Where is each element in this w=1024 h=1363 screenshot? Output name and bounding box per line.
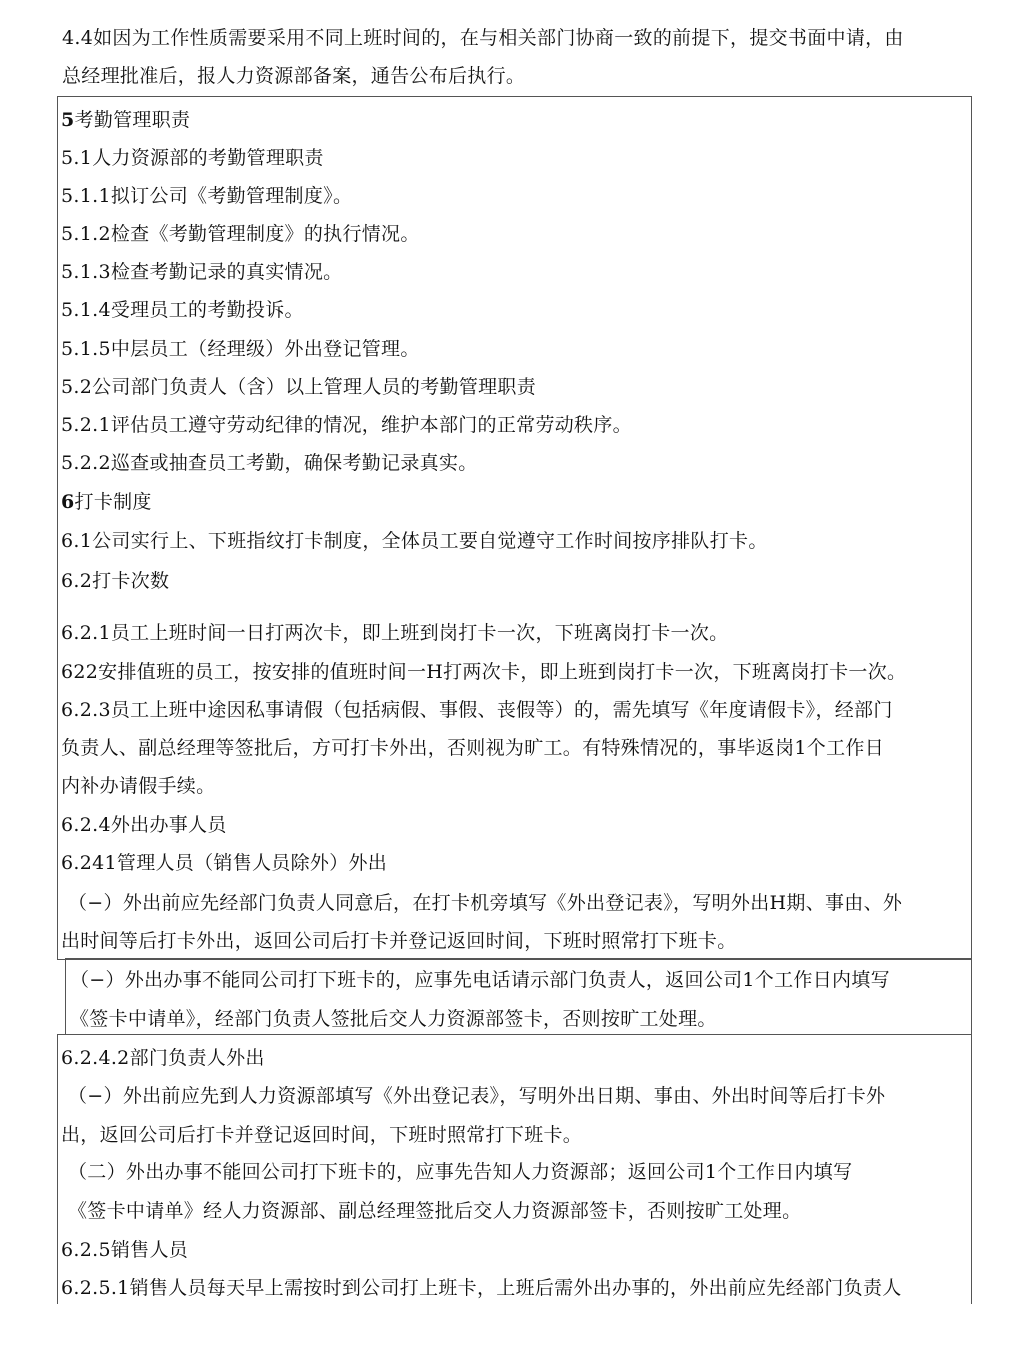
paragraph-line: 5.1人力资源部的考勤管理职责	[61, 147, 324, 169]
paragraph-line: 5.2.2巡查或抽查员工考勤，确保考勤记录真实。	[61, 452, 478, 474]
intro-line-2: 总经理批准后，报人力资源部备案，通告公布后执行。	[62, 65, 526, 87]
paragraph-line: 出时间等后打卡外出，返回公司后打卡并登记返回时间，下班时照常打下班卡。	[61, 930, 737, 952]
section-6-heading	[61, 490, 152, 514]
paragraph-line: （二）外出办事不能回公司打下班卡的，应事先告知人力资源部；返回公司1个工作日内填写	[68, 1161, 853, 1183]
paragraph-line: 负责人、副总经理等签批后，方可打卡外出，否则视为旷工。有特殊情况的，事毕返岗1个工作日	[61, 737, 884, 759]
section-5-title: 考勤管理职责	[74, 109, 191, 131]
inner-box-line: 《签卡中请单》，经部门负责人签批后交人力资源部签卡，否则按旷工处理。	[70, 1008, 717, 1030]
paragraph-line: 6.2.4.2部门负责人外出	[61, 1047, 265, 1069]
paragraph-line: 5.1.4受理员工的考勤投诉。	[61, 299, 304, 321]
intro-line-1: 4.4如因为工作性质需要采用不同上班时间的，在与相关部门协商一致的前提下，提交书面中请，由	[62, 27, 904, 49]
section-5-heading	[61, 108, 190, 132]
paragraph-line: 6.2.1员工上班时间一日打两次卡，即上班到岗打卡一次，下班离岗打卡一次。	[61, 622, 729, 644]
paragraph-line: 622安排值班的员工，按安排的值班时间一H打两次卡，即上班到岗打卡一次，下班离岗打卡一次。	[61, 661, 907, 683]
paragraph-line: （−）外出前应先经部门负责人同意后，在打卡机旁填写《外出登记表》，写明外出H期、事由、外	[68, 892, 903, 914]
paragraph-line: 6.1公司实行上、下班指纹打卡制度，全体员工要自觉遵守工作时间按序排队打卡。	[61, 530, 768, 552]
section-6-number: 6	[61, 491, 75, 513]
paragraph-line: 5.1.3检查考勤记录的真实情况。	[61, 261, 343, 283]
paragraph-line: 6.2.5.1销售人员每天早上需按时到公司打上班卡，上班后需外出办事的，外出前应先经部门负责人	[61, 1277, 902, 1299]
paragraph-line: 6.2.3员工上班中途因私事请假（包括病假、事假、丧假等）的，需先填写《年度请假卡》，经部门	[61, 699, 893, 721]
paragraph-line: 内补办请假手续。	[61, 775, 216, 797]
paragraph-line: 6.2.4外出办事人员	[61, 814, 227, 836]
paragraph-line: （−）外出前应先到人力资源部填写《外出登记表》，写明外出日期、事由、外出时间等后打卡外	[68, 1085, 886, 1107]
paragraph-line: 《签卡中请单》经人力资源部、副总经理签批后交人力资源部签卡，否则按旷工处理。	[68, 1200, 802, 1222]
inner-box-line: （−）外出办事不能同公司打下班卡的，应事先电话请示部门负责人，返回公司1个工作日内填写	[70, 969, 890, 991]
section-6-title: 打卡制度	[74, 491, 152, 513]
paragraph-line: 6.2.5销售人员	[61, 1239, 189, 1261]
paragraph-line: 5.1.5中层员工（经理级）外出登记管理。	[61, 338, 420, 360]
paragraph-line: 6.2打卡次数	[61, 570, 170, 592]
paragraph-line: 5.2公司部门负责人（含）以上管理人员的考勤管理职责	[61, 376, 537, 398]
paragraph-line: 5.2.1评估员工遵守劳动纪律的情况，维护本部门的正常劳动秩序。	[61, 414, 632, 436]
section-5-number: 5	[61, 109, 75, 131]
paragraph-line: 5.1.1拟订公司《考勤管理制度》。	[61, 185, 353, 207]
paragraph-line: 5.1.2检查《考勤管理制度》的执行情况。	[61, 223, 420, 245]
paragraph-line: 出，返回公司后打卡并登记返回时间，下班时照常打下班卡。	[61, 1124, 583, 1146]
paragraph-line: 6.241管理人员（销售人员除外）外出	[61, 852, 388, 874]
